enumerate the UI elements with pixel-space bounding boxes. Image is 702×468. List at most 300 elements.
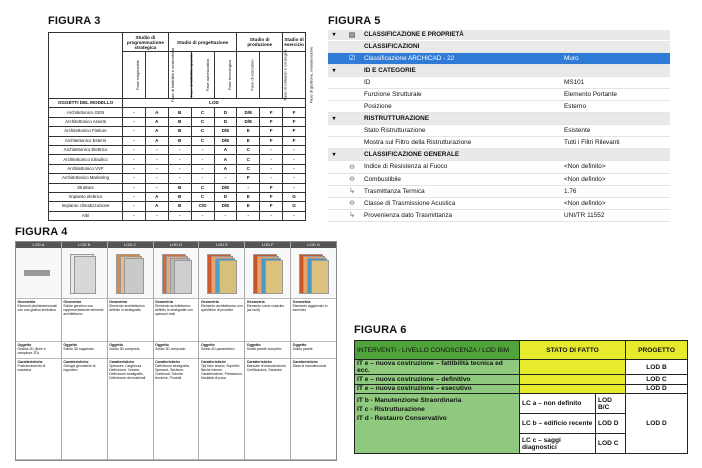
section-collapse-icon[interactable]: ▾ bbox=[332, 116, 336, 123]
table-row bbox=[49, 155, 306, 164]
lod-cell: D bbox=[214, 192, 237, 201]
lod-cell: - bbox=[145, 211, 168, 220]
property-value[interactable]: MS101 bbox=[564, 78, 585, 86]
lod-cell: A bbox=[145, 127, 168, 136]
empty-cell bbox=[520, 384, 626, 394]
lod-cell: - bbox=[283, 183, 306, 192]
lod-label: LOD B bbox=[62, 242, 107, 248]
section-title: Oggetto bbox=[63, 343, 78, 347]
lod-cell: A bbox=[214, 155, 237, 164]
panel-header[interactable] bbox=[328, 30, 670, 41]
lod-cell: - bbox=[123, 136, 146, 145]
lod-cell: - bbox=[283, 164, 306, 173]
geometry-section bbox=[62, 299, 107, 342]
wall-illustration bbox=[16, 248, 61, 299]
lod-cell: D/E bbox=[237, 117, 260, 126]
property-name: Stato Ristrutturazione bbox=[364, 127, 426, 135]
row-label: Architettonico Assetti bbox=[49, 117, 123, 126]
property-value[interactable]: Tutti i Filtri Rilevanti bbox=[564, 139, 620, 147]
phase-header bbox=[123, 52, 146, 99]
lod-cell: - bbox=[123, 155, 146, 164]
lod-cell: D/E bbox=[237, 108, 260, 117]
lod-cell: - bbox=[260, 155, 283, 164]
lod-cell: - bbox=[260, 174, 283, 183]
lod-cell: C bbox=[237, 155, 260, 164]
table-row bbox=[49, 211, 306, 220]
lod-cell: F bbox=[237, 174, 260, 183]
lod-cell: E bbox=[237, 202, 260, 211]
lod-cell: A bbox=[214, 145, 237, 154]
property-value[interactable]: <Non definito> bbox=[564, 175, 606, 183]
lod-cell: - bbox=[168, 164, 191, 173]
section-text: Elemento architettonico definito in stratigrafie con spessori reali bbox=[155, 304, 193, 316]
wall-illustration bbox=[62, 248, 107, 299]
table-row bbox=[49, 108, 306, 117]
property-value[interactable]: Elemento Portante bbox=[564, 90, 617, 98]
lod-cell: - bbox=[123, 127, 146, 136]
lod-cell: C bbox=[191, 108, 214, 117]
geometry-section bbox=[108, 299, 153, 342]
state-label: LC b – edificio recente bbox=[520, 414, 596, 434]
figura-3-table bbox=[48, 32, 314, 218]
section-text: Solido 3D parametrico bbox=[200, 347, 235, 351]
property-name: Mostra sul Filtro della Ristrutturazione bbox=[364, 139, 472, 147]
lod-header: LOD bbox=[123, 99, 306, 108]
lod-cell: - bbox=[145, 155, 168, 164]
empty-cell bbox=[520, 360, 626, 375]
state-label: LC a – non definito bbox=[520, 394, 596, 414]
section-title: Caratteristiche bbox=[292, 360, 318, 364]
row-label: IT e – nuova costruzione – esecutivo bbox=[355, 384, 520, 394]
phase-label: Fase di gestione, manutenzione bbox=[308, 46, 314, 104]
group-header: Studio di produzione bbox=[237, 33, 283, 52]
property-value[interactable]: Muro bbox=[564, 54, 579, 62]
lod-cell: G bbox=[283, 202, 306, 211]
wall-layer bbox=[174, 260, 192, 294]
property-name: Provenienza dato Trasmittanza bbox=[364, 211, 453, 219]
figura-3-title: FIGURA 3 bbox=[48, 15, 101, 27]
section-title: Geometria bbox=[246, 300, 265, 304]
phase-label: Fase esigenziale bbox=[135, 59, 141, 91]
lod-cell: - bbox=[191, 145, 214, 154]
property-name: Posizione bbox=[364, 103, 392, 111]
row-label: Impianto climatizzazione bbox=[49, 202, 123, 211]
lod-cell: - bbox=[237, 211, 260, 220]
lod-cell: B bbox=[168, 202, 191, 211]
phase-header bbox=[214, 52, 237, 99]
lod-cell: C/D bbox=[191, 202, 214, 211]
wall-layer bbox=[219, 260, 237, 294]
lod-cell: C bbox=[237, 164, 260, 173]
section-title: Oggetto bbox=[155, 343, 169, 347]
lod-cell: A bbox=[145, 202, 168, 211]
model-header: OGGETTI DEL MODELLO bbox=[49, 99, 123, 108]
row-label: Architettonico Finiture bbox=[49, 127, 123, 136]
table-row bbox=[49, 164, 306, 173]
table-row bbox=[49, 183, 306, 192]
section-text: Elemento architettonico definito in stratigrafia bbox=[109, 304, 145, 312]
property-name: Classe di Trasmissione Acustica bbox=[364, 199, 456, 207]
lod-column bbox=[62, 242, 108, 460]
table-row bbox=[49, 202, 306, 211]
lod-cell: F bbox=[283, 127, 306, 136]
property-row[interactable] bbox=[328, 89, 670, 101]
lod-cell: - bbox=[214, 174, 237, 183]
lod-cell: - bbox=[145, 174, 168, 183]
lod-cell: - bbox=[145, 164, 168, 173]
features-section bbox=[108, 359, 153, 460]
property-row[interactable] bbox=[328, 198, 670, 210]
lod-cell: C bbox=[237, 145, 260, 154]
lod-cell: - bbox=[168, 145, 191, 154]
figura-6-table bbox=[354, 340, 688, 454]
lod-cell: - bbox=[123, 174, 146, 183]
property-value[interactable]: UNI/TR 11552 bbox=[564, 211, 605, 219]
property-row[interactable] bbox=[328, 77, 670, 89]
section-text: Spessore, Larghezza, Definizione, Volume, Definizione stratigrafie, Definizione dei materiali bbox=[109, 364, 146, 380]
row-label: Architettonico Esterni bbox=[49, 136, 123, 145]
wall-illustration bbox=[108, 248, 153, 299]
features-section bbox=[199, 359, 244, 460]
lod-cell: C bbox=[191, 183, 214, 192]
section-title: Geometria bbox=[292, 300, 311, 304]
lod-column bbox=[245, 242, 291, 460]
row-label: IT e – nuova costruzione – fattibilità tecnica ed ecc. bbox=[355, 360, 520, 375]
section-header[interactable] bbox=[328, 65, 670, 77]
row-label: Architettonico VVF bbox=[49, 164, 123, 173]
section-text: Stato di manutenzione bbox=[292, 364, 327, 368]
property-value[interactable]: Esistente bbox=[564, 127, 591, 135]
state-label: LC c – saggi diagnostici bbox=[520, 434, 596, 454]
lod-cell: F bbox=[283, 108, 306, 117]
property-icon: ↳ bbox=[349, 188, 355, 196]
lod-label: LOD A bbox=[16, 242, 61, 248]
section-text: Solido 3D composto bbox=[109, 347, 140, 351]
object-section bbox=[291, 342, 336, 359]
lod-cell: E bbox=[237, 136, 260, 145]
features-section bbox=[62, 359, 107, 460]
figura-6-title: FIGURA 6 bbox=[354, 324, 407, 336]
intervention-label: IT c - Ristrutturazione bbox=[357, 406, 425, 413]
lod-cell: - bbox=[191, 174, 214, 183]
object-section bbox=[108, 342, 153, 359]
header-progetto: PROGETTO bbox=[626, 341, 688, 360]
property-name: Indice di Resistenza al Fuoco bbox=[364, 163, 448, 171]
lod-cell: - bbox=[123, 192, 146, 201]
section-text: Solido 3D sagomato bbox=[63, 347, 94, 351]
wall-illustration bbox=[291, 248, 336, 299]
lod-cell: D/E bbox=[214, 127, 237, 136]
wall-illustration bbox=[154, 248, 199, 299]
figura-5-title: FIGURA 5 bbox=[328, 15, 381, 27]
lod-cell: - bbox=[168, 174, 191, 183]
property-name: Funzione Strutturale bbox=[364, 90, 422, 98]
lod-cell: B bbox=[168, 117, 191, 126]
collapse-icon[interactable]: ▾ bbox=[332, 32, 336, 39]
section-text: Sviluppi geometrici di ingombro bbox=[63, 364, 96, 372]
lod-cell: D bbox=[214, 117, 237, 126]
lod-cell: D/E bbox=[214, 202, 237, 211]
lod-cell: F bbox=[260, 192, 283, 201]
lod-cell: LOD D bbox=[626, 384, 688, 394]
features-section bbox=[16, 359, 61, 460]
lod-cell: - bbox=[123, 108, 146, 117]
panel-header-label: CLASSIFICAZIONE E PROPRIETÀ bbox=[364, 31, 464, 39]
section-header[interactable] bbox=[328, 149, 670, 161]
lod-cell: F bbox=[260, 202, 283, 211]
section-title: Caratteristiche bbox=[200, 360, 227, 364]
section-label: CLASSIFICAZIONI bbox=[364, 42, 420, 50]
row-label: Impianto elettrico bbox=[49, 192, 123, 201]
section-title: Geometria bbox=[109, 300, 127, 304]
phase-header bbox=[237, 52, 260, 99]
property-name: Classificazione ARCHICAD - 22 bbox=[364, 54, 455, 62]
property-row[interactable] bbox=[328, 186, 670, 198]
property-row[interactable] bbox=[328, 174, 670, 186]
lod-cell: A bbox=[214, 164, 237, 173]
lod-cell: B bbox=[168, 108, 191, 117]
row-label: Strutture bbox=[49, 183, 123, 192]
lod-cell: C bbox=[191, 117, 214, 126]
lod-cell: - bbox=[260, 164, 283, 173]
state-lod: LOD D bbox=[596, 414, 626, 434]
property-value[interactable]: Esterno bbox=[564, 103, 587, 111]
lod-cell: - bbox=[145, 145, 168, 154]
table-row bbox=[49, 192, 306, 201]
lod-cell: - bbox=[145, 183, 168, 192]
object-section bbox=[199, 342, 244, 359]
lod-label: LOD E bbox=[199, 242, 244, 248]
section-title: Geometria bbox=[17, 300, 36, 304]
lod-cell: - bbox=[123, 202, 146, 211]
row-label: Architettonico Marketing bbox=[49, 174, 123, 183]
lod-cell: F bbox=[260, 127, 283, 136]
section-title: Oggetto bbox=[109, 343, 123, 347]
section-title: Oggetto bbox=[17, 343, 32, 347]
section-title: Oggetto bbox=[246, 343, 261, 347]
object-section bbox=[154, 342, 199, 359]
lod-cell: A bbox=[145, 136, 168, 145]
lod-cell: F bbox=[260, 117, 283, 126]
section-title: Caratteristiche bbox=[63, 360, 89, 364]
lod-cell: B bbox=[168, 136, 191, 145]
property-row[interactable] bbox=[328, 137, 670, 149]
table-row bbox=[49, 174, 306, 183]
wall-layer bbox=[311, 260, 329, 294]
lod-cell: LOD B bbox=[626, 360, 688, 375]
section-text: Grafica 2D (linee e campiture 2D) bbox=[17, 347, 46, 355]
section-text: Definizione stratigrafia, Spessori, Strutture, Contenuti, Schede tecniche, Prodotti bbox=[155, 364, 190, 380]
lod-cell: C bbox=[191, 136, 214, 145]
lod-cell: - bbox=[123, 117, 146, 126]
lod-cell: F bbox=[283, 136, 306, 145]
lod-cell: - bbox=[191, 164, 214, 173]
lod-cell: - bbox=[214, 211, 237, 220]
project-lod: LOD D bbox=[626, 394, 688, 454]
row-label: Architettonico GEN bbox=[49, 108, 123, 117]
section-text: Solido parete completo bbox=[246, 347, 282, 351]
lod-cell: D/E bbox=[214, 136, 237, 145]
section-text: Posizionamento di massima bbox=[17, 364, 46, 372]
lod-cell: - bbox=[123, 211, 146, 220]
state-lod: LOD C bbox=[596, 434, 626, 454]
wall-layer bbox=[74, 256, 96, 294]
lod-cell: A bbox=[145, 192, 168, 201]
lod-cell: - bbox=[191, 211, 214, 220]
lod-cell: D bbox=[214, 108, 237, 117]
section-title: Oggetto bbox=[292, 343, 307, 347]
phase-label: Fase tecnologica bbox=[226, 59, 232, 91]
phase-label: Fase di fattibilità e sostenibilità bbox=[170, 47, 175, 103]
property-row[interactable] bbox=[328, 125, 670, 137]
section-header[interactable] bbox=[328, 113, 670, 125]
property-value[interactable]: <Non definito> bbox=[564, 199, 606, 207]
geometry-section bbox=[16, 299, 61, 342]
object-section bbox=[245, 342, 290, 359]
existing-interventions-label bbox=[355, 394, 520, 454]
table-row bbox=[49, 127, 306, 136]
lod-illustration bbox=[24, 270, 50, 276]
wall-illustration bbox=[245, 248, 290, 299]
section-label: ID E CATEGORIE bbox=[364, 66, 416, 74]
property-row[interactable] bbox=[328, 101, 670, 113]
section-header[interactable] bbox=[328, 41, 670, 53]
header-stato-di-fatto: STATO DI FATTO bbox=[520, 341, 626, 360]
geometry-section bbox=[154, 299, 199, 342]
section-title: Geometria bbox=[63, 300, 82, 304]
lod-cell: C bbox=[191, 192, 214, 201]
property-name: Trasmittanza Termica bbox=[364, 187, 425, 195]
phase-label: Fase di esecutivo bbox=[249, 59, 255, 91]
figura-4-lod-chart bbox=[15, 241, 337, 461]
features-section bbox=[245, 359, 290, 460]
phase-header bbox=[145, 47, 175, 103]
lod-cell: - bbox=[123, 183, 146, 192]
corner-cell bbox=[49, 33, 123, 99]
section-title: Oggetto bbox=[200, 343, 215, 347]
lod-cell: A bbox=[145, 117, 168, 126]
section-text: Solido generico con rappresentazione elementi architettonici bbox=[63, 304, 104, 316]
property-row[interactable] bbox=[328, 210, 670, 222]
wall-illustration bbox=[199, 248, 244, 299]
property-name: ID bbox=[364, 78, 371, 86]
features-section bbox=[291, 359, 336, 460]
object-section bbox=[16, 342, 61, 359]
wall-layer bbox=[265, 260, 283, 294]
lod-column bbox=[108, 242, 154, 460]
section-text: Solido parete bbox=[292, 347, 313, 351]
section-title: Caratteristiche bbox=[17, 360, 43, 364]
property-name: Combustibile bbox=[364, 175, 401, 183]
section-text: Tipi fisici tecnici, Superfici fisiche interne, Caratteristiche, Prestazioni, Modalità di posa bbox=[200, 364, 243, 380]
lod-cell: D/E bbox=[214, 183, 237, 192]
group-header: Stadio di esercizio bbox=[283, 33, 306, 52]
section-label: RISTRUTTURAZIONE bbox=[364, 115, 429, 123]
features-section bbox=[154, 359, 199, 460]
panel-icon: ▤ bbox=[348, 31, 356, 39]
lod-cell: - bbox=[283, 155, 306, 164]
table-row bbox=[49, 136, 306, 145]
lod-cell: F bbox=[260, 183, 283, 192]
property-value[interactable]: <Non definito> bbox=[564, 163, 606, 171]
lod-cell: LOD C bbox=[626, 375, 688, 385]
lod-cell: - bbox=[260, 145, 283, 154]
phase-label: Fase di fattibilità spaziale bbox=[188, 52, 194, 98]
group-header: Studio di progettazione bbox=[168, 33, 237, 52]
section-text: Elemento architettonico con specifiche di prodotto bbox=[200, 304, 243, 312]
lod-label: LOD D bbox=[154, 242, 199, 248]
lod-cell: G bbox=[283, 192, 306, 201]
lod-cell: C bbox=[191, 127, 214, 136]
lod-cell: - bbox=[123, 164, 146, 173]
lod-column bbox=[16, 242, 62, 460]
property-icon: ⊖ bbox=[349, 200, 355, 208]
phase-label: Fase di collaudo e consegna bbox=[282, 49, 288, 101]
section-text: Solido 3D composto bbox=[155, 347, 186, 351]
lod-cell: - bbox=[191, 155, 214, 164]
lod-cell: - bbox=[283, 145, 306, 154]
figura-4-title: FIGURA 4 bbox=[15, 226, 68, 238]
phase-label: Fase autorizzativa bbox=[204, 58, 210, 92]
lod-cell: B bbox=[168, 192, 191, 201]
lod-cell: A bbox=[145, 108, 168, 117]
phase-header bbox=[260, 49, 288, 101]
property-value[interactable]: 1.76 bbox=[564, 187, 577, 195]
section-title: Geometria bbox=[200, 300, 219, 304]
lod-cell: - bbox=[123, 145, 146, 154]
lod-cell: B bbox=[168, 183, 191, 192]
section-text: Manuale di manutenzione, Certificazioni, Garanzie bbox=[246, 364, 287, 372]
table-row bbox=[49, 145, 306, 154]
lod-label: LOD F bbox=[245, 242, 290, 248]
row-label: IT e – nuova costruzione – definitivo bbox=[355, 375, 520, 385]
intervention-label: IT b - Manutenzione Straordinaria bbox=[357, 397, 462, 404]
geometry-section bbox=[245, 299, 290, 342]
row-label: Architettonico Idraulico bbox=[49, 155, 123, 164]
section-collapse-icon[interactable]: ▾ bbox=[332, 67, 336, 74]
section-title: Caratteristiche bbox=[109, 360, 135, 364]
state-lod: LOD B/C bbox=[596, 394, 626, 414]
section-title: Geometria bbox=[155, 300, 173, 304]
row-label: Architettonico Elettrico bbox=[49, 145, 123, 154]
section-title: Caratteristiche bbox=[155, 360, 181, 364]
lod-cell: - bbox=[260, 211, 283, 220]
property-icon: ⊖ bbox=[349, 176, 355, 184]
lod-cell: - bbox=[283, 174, 306, 183]
property-icon: ☑ bbox=[348, 55, 356, 63]
section-collapse-icon[interactable]: ▾ bbox=[332, 152, 336, 159]
lod-column bbox=[154, 242, 200, 460]
lod-cell: - bbox=[168, 211, 191, 220]
section-text: Elementi pluridimensionali con una grafica simbolica bbox=[17, 304, 57, 312]
lod-label: LOD G bbox=[291, 242, 336, 248]
row-label: Altri bbox=[49, 211, 123, 220]
group-header: Studio di programmazione strategica bbox=[123, 33, 169, 52]
property-row[interactable] bbox=[328, 53, 670, 65]
figura-5-properties-panel bbox=[328, 30, 670, 232]
lod-cell: - bbox=[283, 211, 306, 220]
lod-column bbox=[199, 242, 245, 460]
lod-cell: E bbox=[237, 192, 260, 201]
header-interventi: INTERVENTI - LIVELLO CONOSCENZA / LOD BIM bbox=[355, 341, 520, 360]
lod-cell: - bbox=[168, 155, 191, 164]
property-row[interactable] bbox=[328, 161, 670, 173]
geometry-section bbox=[291, 299, 336, 342]
lod-cell: - bbox=[237, 183, 260, 192]
section-title: Caratteristiche bbox=[246, 360, 272, 364]
geometry-section bbox=[199, 299, 244, 342]
property-icon: ↳ bbox=[349, 212, 355, 220]
